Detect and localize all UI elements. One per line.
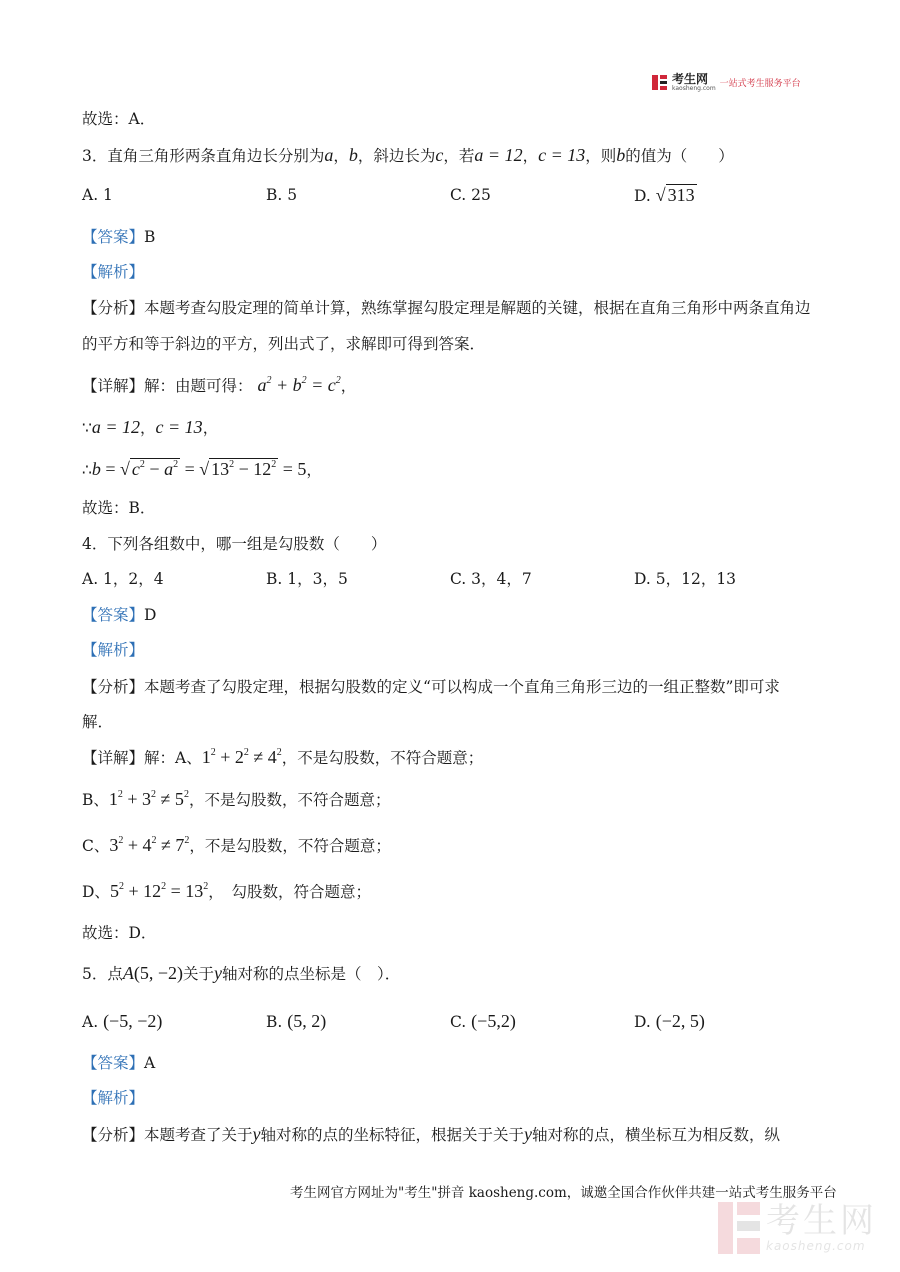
question-5-option-a: A. (−5, −2) — [82, 1011, 163, 1031]
footer-text: 考生网官方网址为"考生"拼音 kaosheng.com，诚邀全国合作伙伴共建一站式考生服务平台 — [290, 1185, 837, 1201]
question-4-option-c: C. 3，4，7 — [450, 570, 532, 588]
question-4-option-b: B. 1，3，5 — [266, 570, 348, 588]
question-4-answer: 【答案】D — [82, 606, 157, 624]
question-3-detail-line-3: ∴b = √ $c^2 - a^2$ = √ $13^2 - 12^2 = 5$， — [82, 459, 322, 479]
question-3-option-a: A. 1 — [82, 186, 113, 204]
question-5-analysis-tag: 【解析】 — [82, 1089, 145, 1107]
question-3-analysis-tag: 【解析】 — [82, 263, 145, 281]
question-4-analysis-tag: 【解析】 — [82, 641, 145, 659]
question-5-analysis-line-1: 【分析】本题考查了关于y轴对称的点的坐标特征，根据关于关于y轴对称的点，横坐标互为相反数，纵 — [82, 1124, 781, 1144]
question-3-analysis-line-1: 【分析】本题考查勾股定理的简单计算，熟练掌握勾股定理是解题的关键，根据在直角三角形中两条直角边 — [82, 299, 811, 317]
question-4-option-d: D. 5，12，13 — [634, 570, 737, 588]
question-4-detail-b: B、$1^2 + 3^2 \ne 5^2$，不是勾股数，不符合题意； — [82, 789, 391, 809]
question-4-conclusion: 故选：D． — [82, 924, 157, 942]
question-3-detail-line-2: ∵a = 12，c = 13， — [82, 417, 219, 437]
question-4-option-a: A. 1，2，4 — [82, 570, 164, 588]
question-5-option-d: D. (−2, 5) — [634, 1011, 705, 1031]
question-4-stem: 4．下列各组数中，哪一组是勾股数（ ） — [82, 535, 387, 553]
question-5-option-c: C. (−5,2) — [450, 1011, 516, 1031]
watermark — [718, 1202, 877, 1254]
question-4-detail-c: C、$3^2 + 4^2 \ne 7^2$，不是勾股数，不符合题意； — [82, 835, 391, 855]
question-5-answer: 【答案】A — [82, 1054, 156, 1072]
logo-domain: kaosheng.com — [672, 84, 716, 92]
question-4-detail-d: D、$5^2 + 12^2 = 13^2$， 勾股数，符合题意； — [82, 881, 372, 901]
question-3-option-c: C. 25 — [450, 186, 491, 204]
question-3-stem: 3．直角三角形两条直角边长分别为a，b，斜边长为c，若a = 12，c = 13，则b的值为（ ） — [82, 145, 734, 165]
question-4-detail-a: 【详解】解：A、$1^2 + 2^2 \ne 4^2$，不是勾股数，不符合题意； — [82, 747, 484, 767]
watermark-name: 考生网 — [766, 1201, 877, 1241]
question-5-stem: 5．点A(5, −2)关于y轴对称的点坐标是（ ）． — [82, 963, 401, 983]
question-4-analysis-line-2: 解． — [82, 713, 114, 731]
question-5-option-b: B. (5, 2) — [266, 1011, 327, 1031]
logo-slogan: 一站式考生服务平台 — [719, 78, 801, 89]
question-3-detail-line-1: 【详解】解：由题可得： $a^2 + b^2 = c^2$， — [82, 375, 357, 395]
question-3-answer: 【答案】B — [82, 228, 156, 246]
question-4-analysis-line-1: 【分析】本题考查了勾股定理，根据勾股数的定义“可以构成一个直角三角形三边的一组正整数”即可求 — [82, 678, 780, 696]
answer-choice-line: 故选：A． — [82, 110, 156, 128]
site-logo — [651, 72, 801, 92]
question-3-option-b: B. 5 — [266, 186, 298, 204]
kaosheng-logo-icon — [651, 74, 668, 91]
watermark-logo-icon — [718, 1202, 760, 1254]
question-3-option-d: D. √ 313 — [634, 185, 695, 205]
watermark-domain: kaosheng.com — [766, 1239, 866, 1253]
logo-name: 考生网 — [672, 71, 709, 86]
question-3-analysis-line-2: 的平方和等于斜边的平方，列出式了，求解即可得到答案． — [82, 335, 486, 353]
question-3-conclusion: 故选：B． — [82, 499, 156, 517]
